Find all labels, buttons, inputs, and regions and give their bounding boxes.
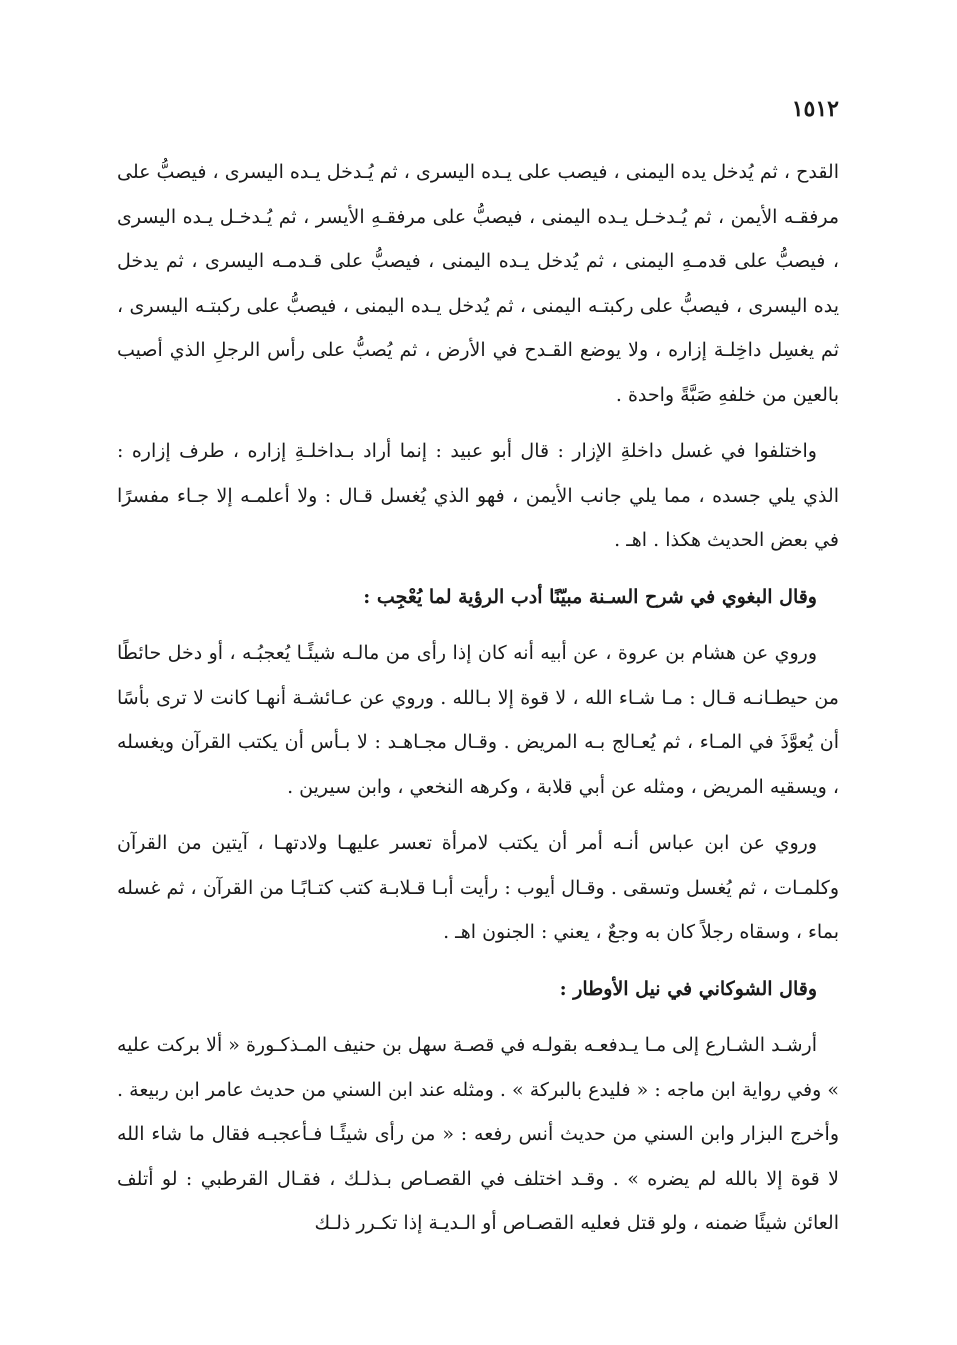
section-heading-baghawi: وقال البغوي في شرح السـنة مبيّنًا أدب الرؤية لما يُعْجِب : (363, 585, 817, 608)
paragraph-ghusl-procedure: القدح ، ثم يُدخل يده اليمنى ، فيصب على يـده اليسرى ، ثم يُـدخل يـده اليسرى ، فيصبُّ على مرفقـه الأيمن ، ثم يُـدخـل يـده اليمنى ، فيصبُّ على مرفقـهِ الأيسر ، ثم يُـدخـل يـده اليسرى ، فيصبُّ على قدمـهِ اليمنى ، ثم يُدخل يـده اليمنى ، فيصبُّ على قـدمـه اليسرى ، ثم يدخل يده اليسرى ، فيصبُّ على ركبتـه اليمنى ، ثم يُدخل يـده اليمنى ، فيصبُّ على ركبتـه اليسرى ، ثم يغسِل داخِلـة إزاره ، ولا يوضع القـدح في الأرض ، ثم يُصبُّ على رأس الرجلِ الذي أصيب بالعين من خلفهِ صَبَّةً واحدة . (117, 161, 839, 406)
paragraph-izar-explanation: واختلفوا في غسل داخلةِ الإزار : قال أبو عبيد : إنما أراد بـداخلـةِ إزاره ، طرف إزاره : الذي يلي جسده ، مما يلي جانب الأيمن ، فهو الذي يُغسل قـال : ولا أعلمـه إلا جـاء مفسرًا في بعض الحديث هكذا . اهـ . (117, 440, 839, 551)
paragraph-gap (117, 417, 839, 429)
page-number: ١٥١٢ (791, 96, 839, 122)
paragraph-gap (117, 955, 839, 967)
section-heading-shawkani: وقال الشوكاني في نيل الأوطار : (559, 977, 817, 1000)
document-body (117, 150, 839, 1246)
paragraph-shawkani-text: أرشـد الشـارع إلى مـا يـدفعـه بقولـه في قصـة سهل بن حنيف المـذكـورة « ألا بركت عليه » وفي رواية ابن ماجه : « فليدع بالبركة » . ومثله عند ابن السني من حديث عامر ابن ربيعة . وأخرج البزار وابن السني من حديث أنس رفعه : « من رأى شيئًـا فـأعجبـه فقال ما شاء الله لا قوة إلا بالله لم يضره » . وقـد اختلف في القصـاص بـذلـك ، فقـال القرطبي : لو أتلف العائن شيئًا ضمنه ، ولو قتل فعليه القصـاص أو الـديـة إذا تكـرر ذلـك (117, 1034, 839, 1234)
paragraph-gap (117, 563, 839, 575)
paragraph-gap (117, 809, 839, 821)
paragraph-gap (117, 619, 839, 631)
paragraph-hisham-narration: وروي عن هشام بن عروة ، عن أبيه أنه كان إذا رأى من مالـه شيئًـا يُعجبُـه ، أو دخل حائطًا من حيطـانـه قـال : مـا شـاء الله ، لا قوة إلا بـالله . وروي عن عـائشـة أنهـا كانت لا ترى بأسًا أن يُعوَّذَ في المـاء ، ثم يُعـالج بـه المريض . وقـال مجـاهـد : لا بـأس أن يكتب القرآن ويغسله ، ويسقيه المريض ، ومثله عن أبي قلابة ، وكرهه النخعي ، وابن سيرين . (117, 642, 839, 798)
paragraph-gap (117, 1011, 839, 1023)
paragraph-ibn-abbas-narration: وروي عن ابن عباس أنـه أمر أن يكتب لامرأة تعسر عليهـا ولادتهـا ، آيتين من القرآن وكلمـات ، ثم يُغسل وتسقى . وقـال أيوب : رأيت أبـا قـلابـة كتب كتـابًـا من القرآن ، ثم غسله بماء ، وسقاه رجلاً كان به وجعٌ ، يعني : الجنون اهـ . (117, 832, 839, 943)
